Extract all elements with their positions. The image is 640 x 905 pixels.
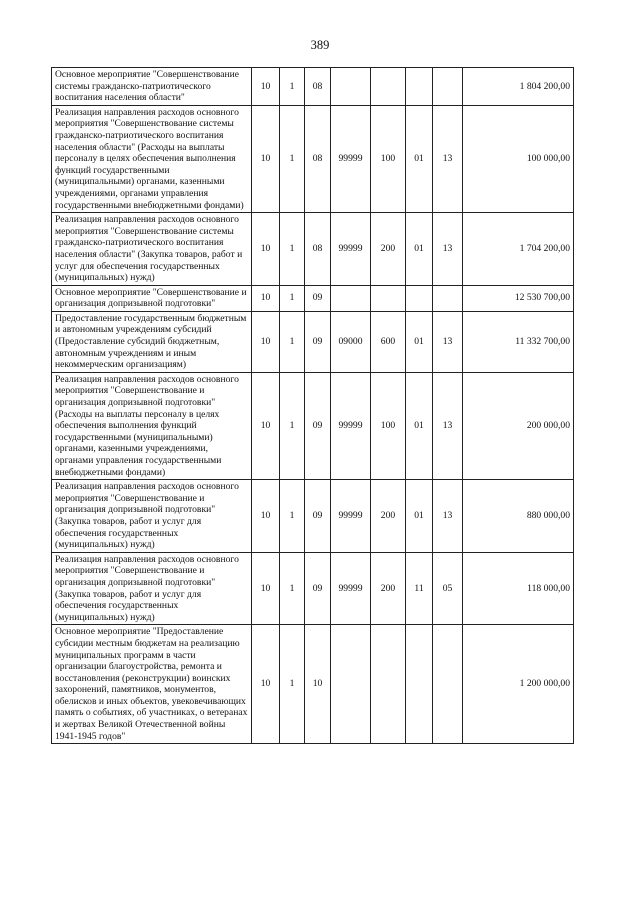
amount-cell: 1 804 200,00 [463, 68, 574, 106]
row-description: Основное мероприятие "Предоставление субсидии местным бюджетам на реализацию муниципальных программ в части организации благоустройства, ремонта и восстановления (реконструкции) воинских захоронений, памятников, монументов, обелисков и иных объектов, увековечивающих память о событиях, об участниках, о ветеранах и жертвах Великой Отечественной войны 1941-1945 годов" [52, 625, 252, 744]
section-cell [406, 625, 433, 744]
code-1-cell: 10 [252, 311, 280, 372]
amount-cell: 1 200 000,00 [463, 625, 574, 744]
table-row [52, 625, 574, 744]
expense-type-cell: 200 [371, 213, 406, 286]
code-2-cell: 1 [280, 372, 305, 479]
expense-type-cell [371, 68, 406, 106]
row-description: Реализация направления расходов основного мероприятия "Совершенствование и организация допризывной подготовки" (Расходы на выплаты персоналу в целях обеспечения выполнения функций государственными (муниципальными) органами, казенными учреждениями, органами управления государственными внебюджетными фондами) [52, 372, 252, 479]
code-2-cell: 1 [280, 311, 305, 372]
code-2-cell: 1 [280, 68, 305, 106]
row-description: Реализация направления расходов основного мероприятия "Совершенствование и организация допризывной подготовки" (Закупка товаров, работ и услуг для обеспечения государственных (муниципальных) нужд) [52, 552, 252, 625]
row-description: Основное мероприятие "Совершенствование и организация допризывной подготовки" [52, 285, 252, 311]
expense-type-cell [371, 625, 406, 744]
amount-cell: 880 000,00 [463, 480, 574, 553]
code-3-cell: 09 [305, 311, 331, 372]
table-row [52, 311, 574, 372]
expense-type-cell: 200 [371, 552, 406, 625]
amount-cell: 12 530 700,00 [463, 285, 574, 311]
table-row [52, 285, 574, 311]
table-row [52, 105, 574, 212]
target-article-cell [331, 68, 371, 106]
subsection-cell: 13 [433, 105, 463, 212]
table-row [52, 372, 574, 479]
amount-cell: 1 704 200,00 [463, 213, 574, 286]
subsection-cell: 13 [433, 372, 463, 479]
table-row [52, 213, 574, 286]
subsection-cell: 13 [433, 213, 463, 286]
target-article-cell: 99999 [331, 213, 371, 286]
row-description: Предоставление государственным бюджетным и автономным учреждениям субсидий (Предоставление субсидий бюджетным, автономным учреждениям и иным некоммерческим организациям) [52, 311, 252, 372]
expense-type-cell [371, 285, 406, 311]
code-2-cell: 1 [280, 213, 305, 286]
budget-table [51, 67, 574, 744]
target-article-cell: 99999 [331, 552, 371, 625]
subsection-cell [433, 625, 463, 744]
target-article-cell: 99999 [331, 480, 371, 553]
code-1-cell: 10 [252, 625, 280, 744]
code-1-cell: 10 [252, 480, 280, 553]
expense-type-cell: 600 [371, 311, 406, 372]
code-3-cell: 09 [305, 552, 331, 625]
subsection-cell [433, 285, 463, 311]
row-description: Реализация направления расходов основного мероприятия "Совершенствование и организация допризывной подготовки" (Закупка товаров, работ и услуг для обеспечения государственных (муниципальных) нужд) [52, 480, 252, 553]
code-1-cell: 10 [252, 213, 280, 286]
section-cell [406, 68, 433, 106]
code-3-cell: 09 [305, 285, 331, 311]
target-article-cell: 99999 [331, 105, 371, 212]
table-row [52, 480, 574, 553]
target-article-cell [331, 625, 371, 744]
subsection-cell: 13 [433, 480, 463, 553]
row-description: Основное мероприятие "Совершенствование системы гражданско-патриотического воспитания населения области" [52, 68, 252, 106]
code-1-cell: 10 [252, 372, 280, 479]
target-article-cell: 99999 [331, 372, 371, 479]
table-row [52, 552, 574, 625]
row-description: Реализация направления расходов основного мероприятия "Совершенствование системы гражданско-патриотического воспитания населения области" (Закупка товаров, работ и услуг для обеспечения государственных (муниципальных) нужд) [52, 213, 252, 286]
table-body [52, 68, 574, 744]
target-article-cell: 09000 [331, 311, 371, 372]
amount-cell: 118 000,00 [463, 552, 574, 625]
subsection-cell: 05 [433, 552, 463, 625]
section-cell: 01 [406, 213, 433, 286]
section-cell: 11 [406, 552, 433, 625]
table-row [52, 68, 574, 106]
section-cell [406, 285, 433, 311]
code-3-cell: 08 [305, 105, 331, 212]
code-2-cell: 1 [280, 285, 305, 311]
row-description: Реализация направления расходов основного мероприятия "Совершенствование системы гражданско-патриотического воспитания населения области" (Расходы на выплаты персоналу в целях обеспечения выполнения функций государственными (муниципальными) органами, казенными учреждениями, органами управления государственными внебюджетными фондами) [52, 105, 252, 212]
expense-type-cell: 100 [371, 372, 406, 479]
code-1-cell: 10 [252, 285, 280, 311]
code-3-cell: 10 [305, 625, 331, 744]
code-2-cell: 1 [280, 625, 305, 744]
section-cell: 01 [406, 311, 433, 372]
amount-cell: 100 000,00 [463, 105, 574, 212]
section-cell: 01 [406, 105, 433, 212]
code-3-cell: 09 [305, 372, 331, 479]
expense-type-cell: 100 [371, 105, 406, 212]
section-cell: 01 [406, 372, 433, 479]
section-cell: 01 [406, 480, 433, 553]
page-number: 389 [310, 38, 330, 52]
amount-cell: 11 332 700,00 [463, 311, 574, 372]
amount-cell: 200 000,00 [463, 372, 574, 479]
code-2-cell: 1 [280, 552, 305, 625]
subsection-cell: 13 [433, 311, 463, 372]
subsection-cell [433, 68, 463, 106]
code-2-cell: 1 [280, 480, 305, 553]
code-1-cell: 10 [252, 552, 280, 625]
target-article-cell [331, 285, 371, 311]
code-2-cell: 1 [280, 105, 305, 212]
expense-type-cell: 200 [371, 480, 406, 553]
code-1-cell: 10 [252, 105, 280, 212]
code-3-cell: 09 [305, 480, 331, 553]
code-1-cell: 10 [252, 68, 280, 106]
code-3-cell: 08 [305, 68, 331, 106]
code-3-cell: 08 [305, 213, 331, 286]
